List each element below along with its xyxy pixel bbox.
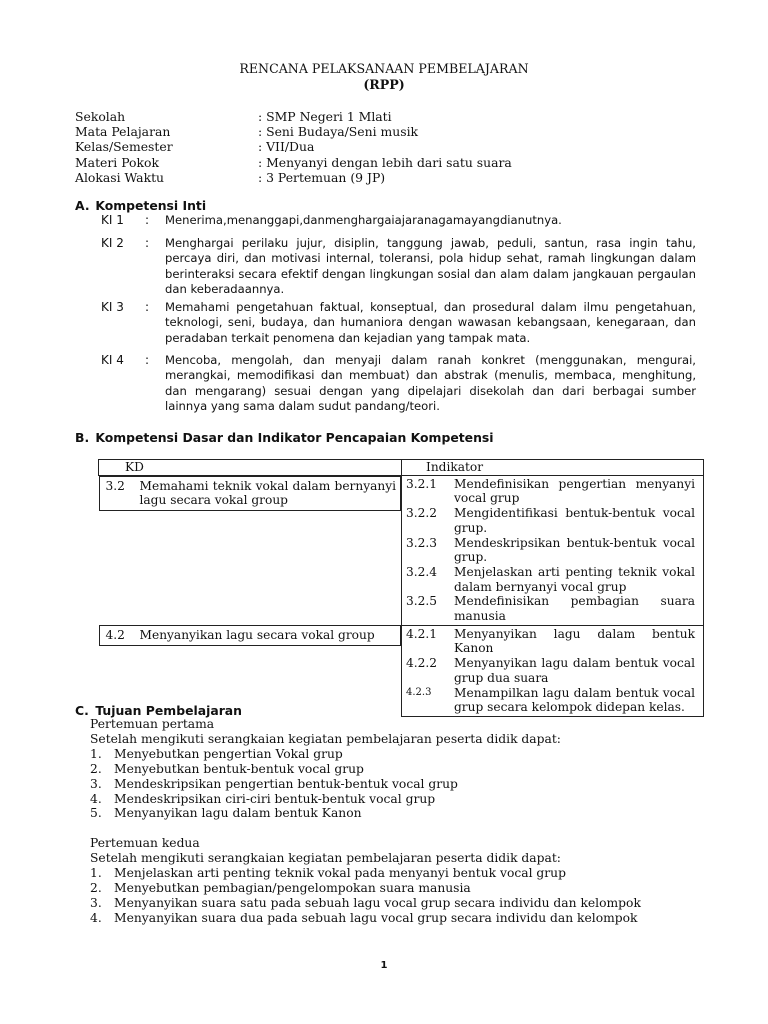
list-item bbox=[90, 777, 690, 792]
objective-list bbox=[90, 866, 690, 926]
item-text: Menyebutkan bentuk-bentuk vocal grup bbox=[114, 761, 364, 776]
indikator-number: 3.2.4 bbox=[406, 564, 438, 579]
kd-number: 3.2 bbox=[105, 478, 125, 493]
section-letter: A. bbox=[75, 198, 90, 213]
indikator-text: Menampilkan lagu dalam bentuk vocal grup secara kelompok didepan kelas. bbox=[454, 685, 695, 715]
table-header-row bbox=[99, 460, 704, 476]
info-value: : Menyanyi dengan lebih dari satu suara bbox=[258, 154, 512, 170]
indikator-item bbox=[406, 506, 695, 535]
ki-code: KI 1 bbox=[101, 213, 124, 227]
ki-code: KI 4 bbox=[101, 353, 124, 367]
meeting-intro: Setelah mengikuti serangkaian kegiatan pembelajaran peserta didik dapat: bbox=[90, 731, 561, 746]
table-row bbox=[99, 475, 704, 625]
kd-cell bbox=[99, 625, 402, 646]
indikator-item bbox=[406, 627, 695, 656]
indikator-cell bbox=[402, 625, 704, 716]
indikator-number: 3.2.1 bbox=[406, 476, 438, 491]
ki-item-1 bbox=[101, 213, 696, 228]
indikator-text: Mendeskripsikan bentuk-bentuk vocal grup. bbox=[454, 535, 695, 565]
item-number: 2. bbox=[90, 880, 102, 895]
section-title: Tujuan Pembelajaran bbox=[95, 703, 242, 718]
header-kd: KD bbox=[99, 460, 402, 476]
list-item bbox=[90, 747, 690, 762]
indikator-number: 4.2.3 bbox=[406, 686, 432, 698]
ki-text: Menghargai perilaku jujur, disiplin, tanggung jawab, peduli, santun, rasa ingin tahu, percaya diri, dan motivasi internal, toleransi, pola hidup sehat, ramah lingkungan dalam berinteraksi secara efektif dengan lingkungan sosial dan alam dalam jangkauan pergaulan dan keberadaannya. bbox=[165, 236, 696, 296]
section-title: Kompetensi Inti bbox=[95, 198, 207, 213]
indikator-item bbox=[406, 477, 695, 506]
indikator-number: 4.2.1 bbox=[406, 626, 438, 641]
ki-colon: : bbox=[145, 213, 150, 227]
item-text: Menyanyikan suara dua pada sebuah lagu vocal grup secara individu dan kelompok bbox=[114, 910, 638, 925]
item-number: 1. bbox=[90, 866, 102, 881]
list-item bbox=[90, 806, 690, 821]
section-letter: B. bbox=[75, 430, 90, 445]
indikator-item bbox=[406, 656, 695, 685]
indikator-cell bbox=[402, 475, 704, 625]
indikator-text: Menyanyikan lagu dalam bentuk vocal grup dua suara bbox=[454, 656, 695, 685]
meeting-1 bbox=[90, 717, 690, 821]
document-title: RENCANA PELAKSANAAN PEMBELAJARAN bbox=[239, 61, 529, 76]
item-text: Menjelaskan arti penting teknik vokal pada menyanyi bentuk vocal grup bbox=[114, 866, 566, 881]
item-number: 3. bbox=[90, 895, 102, 910]
kd-text: Menyanyikan lagu secara vokal group bbox=[139, 628, 375, 643]
section-a-heading bbox=[75, 198, 206, 213]
spacer bbox=[90, 821, 690, 836]
kd-cell bbox=[99, 476, 402, 511]
item-text: Menyanyikan lagu dalam bentuk Kanon bbox=[114, 806, 362, 821]
ki-code: KI 3 bbox=[101, 300, 124, 314]
meeting-2 bbox=[90, 836, 690, 925]
item-number: 2. bbox=[90, 761, 102, 776]
info-label: Mata Pelajaran bbox=[75, 124, 171, 140]
item-text: Menyebutkan pembagian/pengelompokan suara manusia bbox=[114, 880, 471, 895]
info-label: Materi Pokok bbox=[75, 154, 159, 170]
section-title: Kompetensi Dasar dan Indikator Pencapaian Kompetensi bbox=[95, 430, 494, 445]
indikator-item bbox=[406, 565, 695, 594]
meeting-title: Pertemuan pertama bbox=[90, 717, 215, 731]
indikator-number: 3.2.5 bbox=[406, 594, 438, 609]
list-item bbox=[90, 866, 690, 881]
ki-text: Menerima,menanggapi,danmenghargaiajaranagamayangdianutnya. bbox=[165, 213, 562, 227]
item-number: 5. bbox=[90, 806, 102, 821]
item-number: 4. bbox=[90, 791, 102, 806]
kd-text: Memahami teknik vokal dalam bernyanyi lagu secara vokal group bbox=[139, 478, 396, 508]
list-item bbox=[90, 762, 690, 777]
indikator-text: Menyanyikan lagu dalam bentuk Kanon bbox=[454, 626, 695, 656]
ki-colon: : bbox=[145, 236, 150, 250]
ki-item-4 bbox=[101, 353, 696, 414]
info-value: : VII/Dua bbox=[258, 139, 315, 155]
item-number: 4. bbox=[90, 910, 102, 925]
indikator-number: 3.2.2 bbox=[406, 506, 438, 521]
indikator-text: Mendefinisikan pengertian menyanyi vocal grup bbox=[454, 476, 695, 506]
kd-indikator-table bbox=[98, 459, 704, 717]
ki-item-2 bbox=[101, 236, 696, 297]
indikator-item bbox=[406, 686, 695, 715]
item-number: 3. bbox=[90, 776, 102, 791]
list-item bbox=[90, 896, 690, 911]
info-label: Kelas/Semester bbox=[75, 139, 173, 155]
header-indikator: Indikator bbox=[402, 460, 704, 476]
page-number: 1 bbox=[380, 960, 388, 971]
meeting-intro: Setelah mengikuti serangkaian kegiatan pembelajaran peserta didik dapat: bbox=[90, 851, 561, 866]
list-item bbox=[90, 911, 690, 926]
tujuan-block bbox=[90, 717, 690, 926]
ki-colon: : bbox=[145, 300, 150, 314]
indikator-number: 4.2.2 bbox=[406, 656, 438, 671]
item-text: Menyebutkan pengertian Vokal grup bbox=[114, 746, 343, 761]
objective-list bbox=[90, 747, 690, 822]
list-item bbox=[90, 792, 690, 807]
indikator-text: Mengidentifikasi bentuk-bentuk vocal grup. bbox=[454, 506, 695, 535]
ki-code: KI 2 bbox=[101, 236, 124, 250]
section-letter: C. bbox=[75, 703, 89, 718]
indikator-item bbox=[406, 594, 695, 623]
identity-block bbox=[75, 109, 512, 185]
list-item bbox=[90, 881, 690, 896]
item-text: Menyanyikan suara satu pada sebuah lagu vocal grup secara individu dan kelompok bbox=[114, 895, 641, 910]
info-value: : 3 Pertemuan (9 JP) bbox=[258, 169, 386, 185]
info-row-mata-pelajaran bbox=[75, 124, 512, 139]
info-label: Alokasi Waktu bbox=[75, 169, 165, 185]
info-row-materi-pokok bbox=[75, 155, 512, 170]
info-row-alokasi-waktu bbox=[75, 170, 512, 185]
meeting-title: Pertemuan kedua bbox=[90, 836, 200, 851]
kd-number: 4.2 bbox=[105, 628, 125, 643]
info-label: Sekolah bbox=[75, 109, 126, 124]
ki-text: Mencoba, mengolah, dan menyaji dalam ranah konkret (menggunakan, mengurai, merangkai, memodifikasi dan membuat) dan abstrak (menulis, membaca, menghitung, dan mengarang) sesuai dengan yang dipelajari disekolah dan dari berbagai sumber lainnya yang sama dalam sudut pandang/teori. bbox=[165, 353, 696, 413]
indikator-text: Mendefinisikan pembagian suara manusia bbox=[454, 594, 695, 624]
info-value: : Seni Budaya/Seni musik bbox=[258, 124, 419, 140]
ki-item-3 bbox=[101, 300, 696, 346]
section-b-heading bbox=[75, 430, 494, 445]
document-subtitle: (RPP) bbox=[363, 77, 405, 92]
indikator-text: Menjelaskan arti penting teknik vokal dalam bernyanyi vocal grup bbox=[454, 564, 695, 594]
indikator-number: 3.2.3 bbox=[406, 535, 438, 550]
ki-colon: : bbox=[145, 353, 150, 367]
info-row-kelas-semester bbox=[75, 139, 512, 154]
info-value: : SMP Negeri 1 Mlati bbox=[258, 109, 392, 124]
section-c-heading bbox=[75, 703, 242, 718]
item-number: 1. bbox=[90, 746, 102, 761]
ki-text: Memahami pengetahuan faktual, konseptual, dan prosedural dalam ilmu pengetahuan, teknologi, seni, budaya, dan humaniora dengan wawasan kebangsaan, kenegaraan, dan peradaban terkait penomena dan kejadian yang tampak mata. bbox=[165, 300, 696, 345]
info-row-sekolah bbox=[75, 109, 512, 124]
item-text: Mendeskripsikan pengertian bentuk-bentuk vocal grup bbox=[114, 776, 458, 791]
indikator-item bbox=[406, 536, 695, 565]
item-text: Mendeskripsikan ciri-ciri bentuk-bentuk vocal grup bbox=[114, 791, 436, 806]
